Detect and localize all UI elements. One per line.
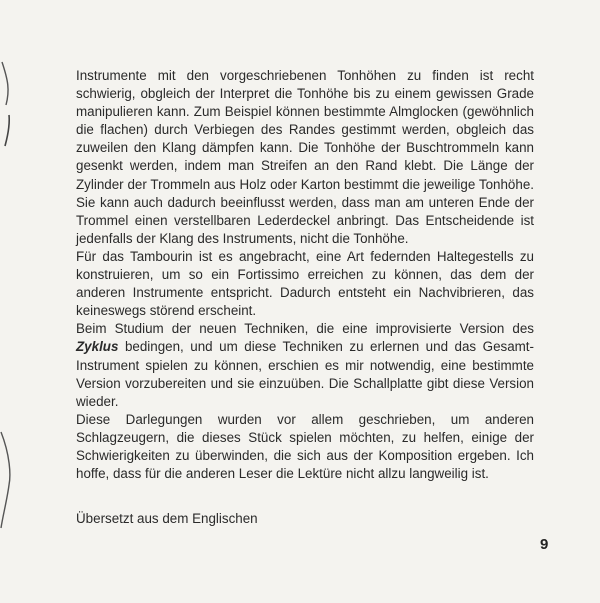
translation-credit: Übersetzt aus dem Englischen — [76, 511, 258, 526]
paragraph-3-title: Zyklus — [76, 339, 119, 355]
body-text — [76, 67, 534, 483]
paragraph-3-start: Beim Studium der neuen Techniken, die eine improvisierte Version des — [76, 321, 534, 337]
page-number: 9 — [540, 536, 549, 553]
paragraph-2: Für das Tambourin ist es angebracht, eine Art federnden Haltegestells zu konstruieren, um so ein Fortissimo erreichen zu können, das dem der anderen Instrumente entspricht. Dadurch entsteht ein Nachvibrieren, das keineswegs störend erscheint. — [76, 248, 534, 319]
binding-mark-top — [0, 60, 14, 150]
binding-mark-bottom — [0, 430, 14, 530]
paragraph-4: Diese Darlegungen wurden vor allem geschrieben, um anderen Schlagzeugern, die dieses Stück spielen möchten, zu helfen, einige der Schwierigkeiten zu überwinden, die sich aus der Komposition ergeben. Ich hoffe, dass für die anderen Leser die Lektüre nicht allzu langweilig ist. — [76, 411, 534, 482]
paragraph-1: Instrumente mit den vorgeschriebenen Tonhöhen zu finden ist recht schwierig, obgleich der Interpret die Tonhöhe bis zu einem gewissen Grade manipulieren kann. Zum Beispiel können bestimmte Almglocken (gewöhnlich die flachen) durch Verbiegen des Randes gestimmt werden, obgleich das zuweilen den Klang dämpfen kann. Die Tonhöhe der Buschtrommeln kann gesenkt werden, indem man Streifen an den Rand klebt. Die Länge der Zylinder der Trommeln aus Holz oder Karton bestimmt die jeweilige Tonhöhe. Sie kann auch dadurch beeinflusst werden, dass man am unteren Ende der Trommel einen verstellbaren Lederdeckel anbringt. Das Entscheidende ist jedenfalls der Klang des Instruments, nicht die Tonhöhe. — [76, 68, 534, 246]
paragraph-3-end: bedingen, und um diese Techniken zu erlernen und das Gesamt-Instrument spielen zu können, erschien es mir notwendig, eine bestimmte Version vorzubereiten und sie einzuüben. Die Schallplatte gibt diese Version wieder. — [76, 339, 534, 409]
paragraph-3 — [76, 320, 534, 410]
